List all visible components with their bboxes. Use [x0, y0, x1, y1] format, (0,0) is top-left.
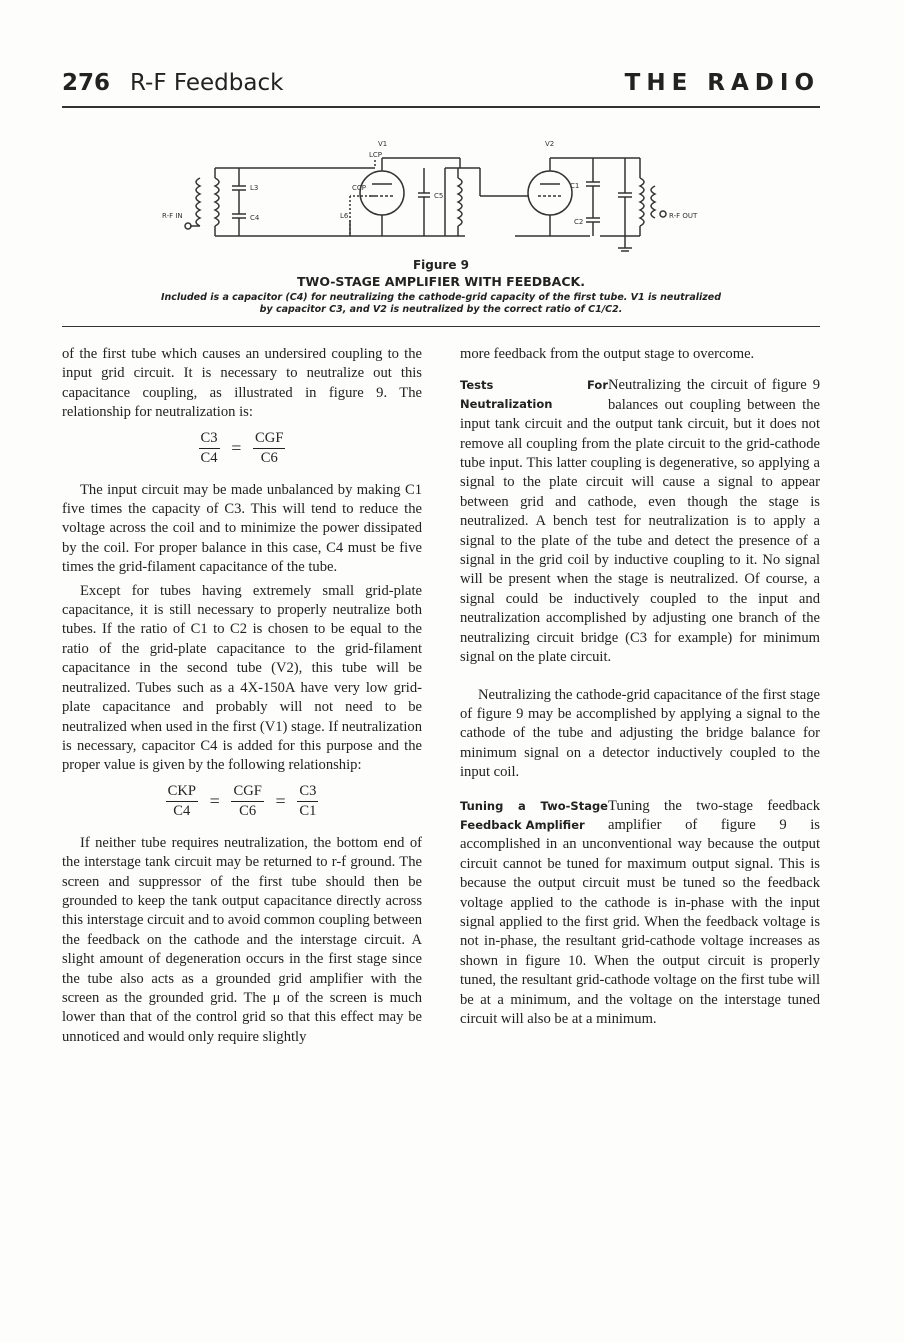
formula-1-fraction-b: $\frac{\text{CGF}}{C6}$ — [255, 429, 284, 467]
label-v2: V2 — [545, 140, 555, 148]
figure-caption — [80, 292, 802, 316]
formula-1-fraction-a: $\frac{C3}{C4}$ — [200, 429, 218, 467]
label-l6: L6 — [340, 212, 349, 220]
right-paragraph-4: Tuning the two-stage feedback amplifier of figure 9 is accomplished in an unconventional way because the output circuit cannot be tuned for maximum output signal. This is because the output circuit must be tuned so the feedback voltage applied to the cathode is in-phase with the input signal applied to the first grid. When the feedback voltage is not in-phase, the resultant grid-cathode voltage increases as shown in figure 10. When the output circuit is properly tuned, the resultant grid-cathode voltage on the first tube will be at a minimum, and the voltage on the interstage tuned circuit will also be at a minimum. — [460, 797, 820, 1027]
heading-tuning-two-stage: Tuning a Two-Stage Feedback Amplifier — [460, 798, 608, 832]
tube-v2 — [528, 171, 572, 215]
figure-label: Figure 9 — [412, 258, 470, 272]
header-rule — [62, 106, 820, 108]
formula-2-fraction-a: $\frac{\text{CKP}}{C4}$ — [167, 782, 197, 820]
label-lcp: LCP — [369, 151, 383, 159]
grid-coil — [215, 178, 219, 226]
label-v1: V1 — [378, 140, 388, 148]
right-column — [460, 345, 820, 1029]
label-rf-out: R-F OUT — [669, 212, 698, 220]
left-paragraph-4: If neither tube requires neutralization, the bottom end of the interstage tank circuit may be returned to r-f ground. The screen and suppressor of the first tube should then be grounded to keep the tank output capacitance directly across this interstage circuit and to avoid common coupling between the feedback on the cathode and the interstage circuit. A slight amount of degeneration occurs in the first stage since the tube also acts as a grounded grid amplifier with the screen as the grounded grid. The μ of the screen is much lower than that of the control grid so that this effect may be unnoticed and would only require slightly — [62, 834, 422, 1045]
formula-2: $\frac{\text{CKP}}{C4}$ = $\frac{\text{CGF}}{C6}$ = $\frac{C3}{C1}$ — [62, 776, 422, 834]
input-coil — [196, 178, 200, 226]
tube-v1 — [360, 171, 404, 215]
page-header — [62, 70, 820, 102]
left-paragraph-1: of the first tube which causes an undersired coupling to the input grid circuit. It is necessary to neutralize out this capacitance coupling, as illustrated in figure 9. The relationship for neutralization is: — [62, 346, 422, 421]
label-rf-in: R-F IN — [162, 212, 183, 220]
interstage-coil — [458, 178, 462, 226]
formula-1: $\frac{C3}{C4}$ = $\frac{\text{CGF}}{C6}$ — [62, 423, 422, 481]
caption-rule — [62, 326, 820, 327]
label-c4: C4 — [250, 214, 260, 222]
label-c2: C2 — [574, 218, 584, 226]
left-paragraph-2: The input circuit may be made unbalanced by making C1 five times the capacity of C3. This will tend to reduce the voltage across the coil and to minimize the power dissipated by the coil. For proper balance in this case, C4 must be five times the grid-filament capacitance of the tube. — [62, 481, 422, 576]
label-ccp: CCP — [352, 184, 366, 192]
right-paragraph-1: more feedback from the output stage to overcome. — [460, 346, 755, 362]
figure-9-schematic — [160, 138, 720, 256]
left-column — [62, 345, 422, 1047]
figure-title: TWO-STAGE AMPLIFIER WITH FEEDBACK. — [297, 274, 585, 289]
output-coil — [640, 178, 644, 226]
left-paragraph-3: Except for tubes having extremely small grid-plate capacitance, it is still necessary to properly neutralize both tubes. If the ratio of C1 to C2 is chosen to be equal to the ratio of the grid-plate capacitance to the grid-filament capacitance in the second tube (V2), this tube will be neutralized. Tubes such as a 4X-150A have very low grid-plate capacitance and probably will not need to be neutralized when used in the first (V1) stage. If neutralization is necessary, capacitor C4 is added for this purpose and the proper value is given by the following relationship: — [62, 582, 422, 774]
label-l3: L3 — [250, 184, 259, 192]
formula-2-fraction-b: $\frac{\text{CGF}}{C6}$ — [233, 782, 262, 820]
right-paragraph-3: Neutralizing the cathode-grid capacitance of the first stage of figure 9 may be accomplished by applying a signal to the cathode of the tube and adjusting the bridge balance for minimum signal on a detector inductively coupled to the input coil. — [460, 686, 820, 781]
formula-2-fraction-c: $\frac{C3}{C1}$ — [299, 782, 317, 820]
output-link-coil — [651, 186, 655, 218]
figure-caption-line-2: by capacitor C3, and V2 is neutralized by the correct ratio of C1/C2. — [259, 304, 623, 315]
label-c5: C5 — [434, 192, 444, 200]
page-number: 276 — [62, 70, 111, 96]
right-paragraph-2: Neutralizing the circuit of figure 9 balances out coupling between the input tank circuit and the output tank circuit, but it does not remove all coupling from the plate circuit to the grid-cathode tube input. This latter coupling is degenerative, so applying a signal to the plate circuit will cause a signal to appear between grid and cathode, even though the stage is neutralized. A bench test for neutralization is to apply a signal to the plate of the tube and detect the presence of a signal in the grid coil by inductive coupling to it. No signal will be present when the stage is neutralized. Of course, a signal could be inductively coupled to the input and neutralization accomplished by adjusting one branch of the neutralizing circuit bridge (C3 for example) for minimum signal on the plate circuit. — [460, 377, 820, 666]
book-title: THE RADIO — [624, 70, 820, 96]
running-title: R-F Feedback — [130, 70, 284, 96]
label-c1: C1 — [570, 182, 580, 190]
figure-caption-line-1: Included is a capacitor (C4) for neutralizing the cathode-grid capacity of the first tube. V1 is neutralized — [160, 292, 722, 303]
heading-tests-for-neutralization: Tests For Neutralization — [460, 378, 608, 412]
